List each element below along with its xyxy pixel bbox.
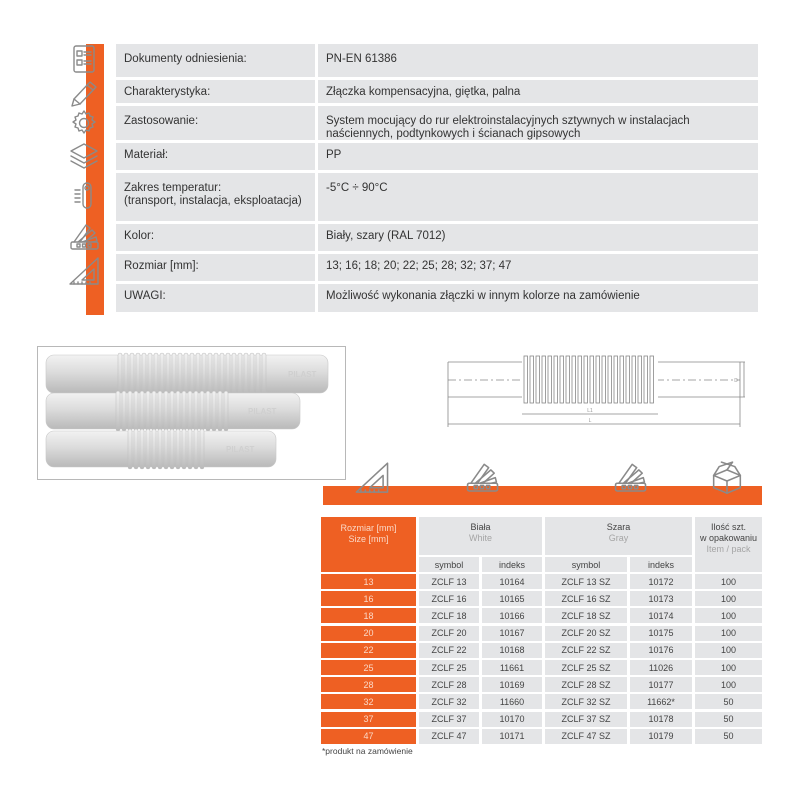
spec-value-text: System mocujący do rur elektroinstalacyjnych sztywnych w instalacjach [326,115,690,127]
cell-white-index: 11661 [482,660,542,675]
pipe-brand-mark: PILAST [226,445,255,454]
drawing-rib [554,356,558,403]
cell-white-symbol: ZCLF 16 [419,591,479,606]
pipe-rib [160,353,164,395]
pipe-rib [124,353,128,395]
drawing-rib [602,356,606,403]
drawing-rib [608,356,612,403]
pipe-rib [178,353,182,395]
header-size [321,517,416,572]
cell-size: 25 [321,660,416,675]
spec-label-text: Dokumenty odniesienia: [124,53,247,65]
pipe-rib [158,429,162,469]
header-size-en: Size [mm] [348,534,389,544]
pipe-rib [118,353,122,395]
pipe-rib [232,353,236,395]
thermometer-icon [66,180,102,210]
spec-label [116,284,315,312]
drawing-rib [650,356,654,403]
cell-size: 22 [321,643,416,658]
pipe-rib [226,353,230,395]
pipe-rib [128,429,132,469]
pipe-rib [164,391,168,431]
drawing-rib [530,356,534,403]
header-qty [695,517,762,572]
dimension-inner-label: L1 [587,408,593,414]
spec-label [116,254,315,281]
pipe-rib [200,429,204,469]
pipe-rib [140,429,144,469]
drawing-rib [542,356,546,403]
cell-white-index: 10164 [482,574,542,589]
spec-value-text: 13; 16; 18; 20; 22; 25; 28; 32; 37; 47 [326,260,512,272]
spec-label [116,106,315,140]
cell-qty: 100 [695,643,762,658]
spec-value-text-2: naściennych, podtynkowych i ścianach gipsowych [326,128,581,140]
pipe-rib [200,391,204,431]
spec-value-text: PN-EN 61386 [326,53,397,65]
header-white-en: White [468,533,492,543]
set-square-icon [352,461,392,497]
pipe-rib [134,391,138,431]
color-palette-icon [66,222,102,252]
pipe-brand-mark: PILAST [248,407,277,416]
cell-qty: 100 [695,591,762,606]
spec-value [318,106,758,140]
pipe-rib [142,353,146,395]
spec-value [318,254,758,281]
set-square-icon [66,256,102,286]
cell-gray-index: 10175 [630,626,692,641]
pipe-rib [176,391,180,431]
drawing-rib [614,356,618,403]
product-photo-image [38,347,345,479]
layers-icon [66,142,102,172]
cell-gray-index: 10178 [630,712,692,727]
header-qty-en: Item / pack [706,544,751,554]
pipe-rib [182,429,186,469]
cell-white-symbol: ZCLF 20 [419,626,479,641]
spec-value-text: Złączka kompensacyjna, giętka, palna [326,86,521,98]
drawing-rib [584,356,588,403]
cell-white-index: 10167 [482,626,542,641]
cell-qty: 100 [695,660,762,675]
pipe-rib [244,353,248,395]
header-qty-pl1: Ilość szt. [710,522,746,532]
pipe-rib [212,391,216,431]
drawing-rib [596,356,600,403]
cell-size: 13 [321,574,416,589]
pipe-rib [182,391,186,431]
cell-size: 28 [321,677,416,692]
header-gray [545,517,692,555]
header-qty-pl2: w opakowaniu [699,533,758,543]
pipe-rib [152,391,156,431]
spec-label-text: UWAGI: [124,290,166,302]
cell-white-symbol: ZCLF 28 [419,677,479,692]
cell-white-symbol: ZCLF 13 [419,574,479,589]
gear-icon [66,108,102,138]
pencil-icon [66,78,102,108]
cell-qty: 50 [695,694,762,709]
cell-size: 47 [321,729,416,744]
pipe-rib [214,353,218,395]
spec-value-text: -5°C ÷ 90°C [326,182,388,194]
cell-size: 37 [321,712,416,727]
pipe-rib [140,391,144,431]
drawing-rib [644,356,648,403]
cell-gray-index: 10174 [630,608,692,623]
spec-value [318,80,758,103]
spec-value [318,224,758,251]
spec-label [116,44,315,77]
cell-white-index: 10169 [482,677,542,692]
subheader-gray-index: indeks [630,557,692,572]
subheader-white-symbol: symbol [419,557,479,572]
cell-gray-symbol: ZCLF 25 SZ [545,660,627,675]
pipe-rib [194,429,198,469]
cell-gray-symbol: ZCLF 37 SZ [545,712,627,727]
cell-size: 32 [321,694,416,709]
pipe-rib [148,353,152,395]
cell-gray-index: 10176 [630,643,692,658]
spec-label [116,173,315,221]
dimension-diameter-label: D [734,378,738,384]
box-icon [707,461,747,497]
cell-gray-index: 10177 [630,677,692,692]
pipe-rib [130,353,134,395]
spec-value-text: Biały, szary (RAL 7012) [326,230,446,242]
cell-white-symbol: ZCLF 18 [419,608,479,623]
cell-gray-symbol: ZCLF 47 SZ [545,729,627,744]
technical-drawing [440,352,750,427]
pipe-rib [158,391,162,431]
pipe-rib [146,391,150,431]
spec-label [116,224,315,251]
spec-value [318,44,758,77]
pipe-rib [220,353,224,395]
pipe-rib [250,353,254,395]
cell-white-index: 10166 [482,608,542,623]
product-photo [37,346,346,480]
drawing-rib [626,356,630,403]
pipe-rib [262,353,266,395]
pipe-rib [190,353,194,395]
spec-label [116,143,315,170]
drawing-rib [560,356,564,403]
cell-white-index: 10171 [482,729,542,744]
pipe-rib [172,353,176,395]
cell-white-symbol: ZCLF 32 [419,694,479,709]
cell-size: 18 [321,608,416,623]
cell-white-index: 10168 [482,643,542,658]
cell-gray-index: 10173 [630,591,692,606]
cell-size: 20 [321,626,416,641]
pipe-rib [122,391,126,431]
cell-gray-symbol: ZCLF 22 SZ [545,643,627,658]
spec-value-text: PP [326,149,342,161]
pipe-rib [134,429,138,469]
pipe-rib [116,391,120,431]
dimension-total-label: L [588,418,592,424]
pipe-rib [154,353,158,395]
spec-label-text: Rozmiar [mm]: [124,260,199,272]
drawing-rib [578,356,582,403]
pipe-rib [218,391,222,431]
spec-value [318,143,758,170]
drawing-rib [566,356,570,403]
pipe-rib [196,353,200,395]
drawing-rib [524,356,528,403]
header-gray-en: Gray [608,533,629,543]
pipe-rib [224,391,228,431]
pipe-rib [202,353,206,395]
cell-white-symbol: ZCLF 47 [419,729,479,744]
cell-white-symbol: ZCLF 37 [419,712,479,727]
header-white-pl: Biała [470,522,491,532]
spec-label-text: Zakres temperatur: [124,182,222,194]
spec-label-text-2: (transport, instalacja, eksploatacja) [124,195,302,207]
pipe-rib [152,429,156,469]
pipe-rib [136,353,140,395]
cell-gray-symbol: ZCLF 18 SZ [545,608,627,623]
cell-white-index: 10165 [482,591,542,606]
spec-label-text: Zastosowanie: [124,115,199,127]
pipe-rib [206,391,210,431]
cell-gray-index: 11026 [630,660,692,675]
pipe-rib [146,429,150,469]
cell-gray-symbol: ZCLF 28 SZ [545,677,627,692]
subheader-white-index: indeks [482,557,542,572]
cell-gray-symbol: ZCLF 32 SZ [545,694,627,709]
cell-qty: 100 [695,574,762,589]
spec-value-text: Możliwość wykonania złączki w innym kolorze na zamówienie [326,290,640,302]
cell-qty: 100 [695,608,762,623]
pipe-rib [188,429,192,469]
pipe-rib [164,429,168,469]
footnote: *produkt na zamówienie [322,746,413,756]
pipe-brand-mark: PILAST [288,370,317,379]
pipe-rib [256,353,260,395]
cell-white-symbol: ZCLF 22 [419,643,479,658]
drawing-rib [548,356,552,403]
drawing-rib [590,356,594,403]
spec-value [318,173,758,221]
cell-gray-index: 11662* [630,694,692,709]
cell-gray-index: 10172 [630,574,692,589]
spec-label-text: Charakterystyka: [124,86,211,98]
pipe-rib [166,353,170,395]
cell-gray-index: 10179 [630,729,692,744]
cell-gray-symbol: ZCLF 16 SZ [545,591,627,606]
spec-label-text: Kolor: [124,230,155,242]
cell-white-index: 10170 [482,712,542,727]
header-size-pl: Rozmiar [mm] [340,523,397,533]
cell-qty: 100 [695,626,762,641]
pipe-rib [170,429,174,469]
cell-qty: 50 [695,712,762,727]
pipe-rib [208,353,212,395]
cell-qty: 50 [695,729,762,744]
color-palette-icon [462,461,502,497]
drawing-rib [536,356,540,403]
cell-qty: 100 [695,677,762,692]
drawing-rib [620,356,624,403]
color-palette-icon [610,461,650,497]
cell-size: 16 [321,591,416,606]
header-gray-pl: Szara [606,522,631,532]
spec-label [116,80,315,103]
spec-value [318,284,758,312]
drawing-rib [572,356,576,403]
drawing-rib [638,356,642,403]
cell-white-symbol: ZCLF 25 [419,660,479,675]
pipe-rib [188,391,192,431]
pipe-rib [238,353,242,395]
cell-gray-symbol: ZCLF 13 SZ [545,574,627,589]
pipe-rib [184,353,188,395]
drawing-rib [632,356,636,403]
spec-label-text: Materiał: [124,149,169,161]
pipe-rib [128,391,132,431]
pipe-rib [194,391,198,431]
pipe-rib [170,391,174,431]
subheader-gray-symbol: symbol [545,557,627,572]
cell-white-index: 11660 [482,694,542,709]
header-white [419,517,542,555]
pipe-rib [176,429,180,469]
document-list-icon [66,44,102,74]
cell-gray-symbol: ZCLF 20 SZ [545,626,627,641]
